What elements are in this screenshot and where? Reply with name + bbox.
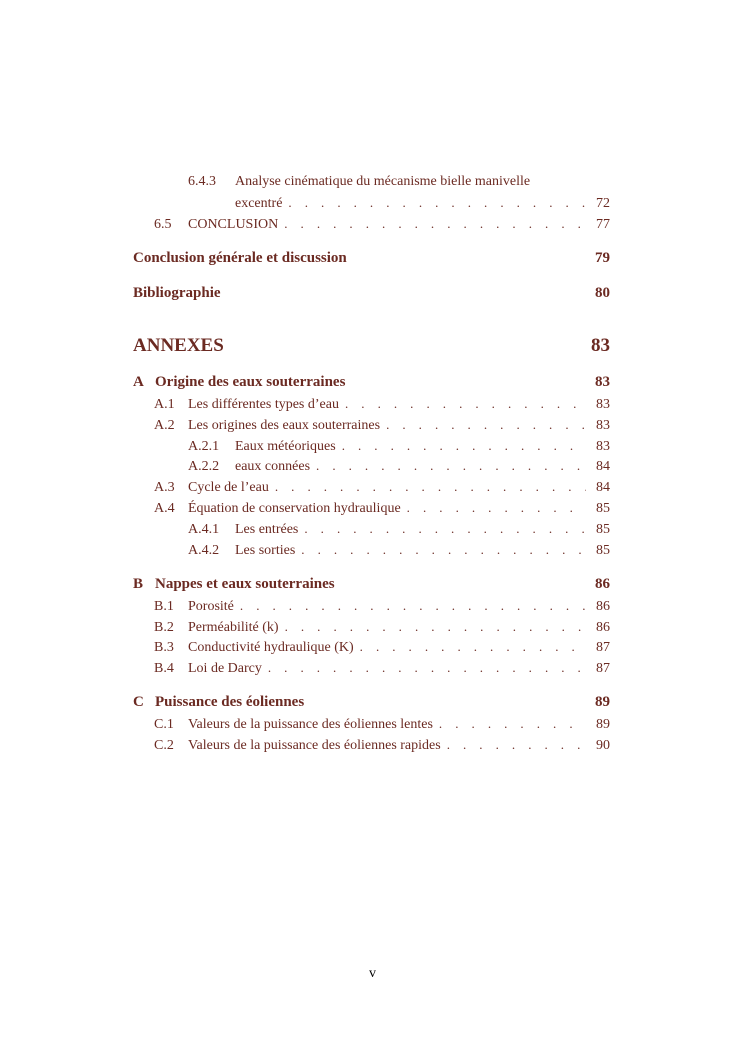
page-number: 86: [596, 599, 610, 614]
leader-dots: [275, 477, 586, 497]
section-title: Équation de conservation hydraulique: [188, 501, 401, 516]
toc-entry[interactable]: [154, 735, 610, 755]
section-number: B.3: [154, 640, 174, 655]
section-title: Eaux météoriques: [235, 439, 336, 454]
page-footer-number: v: [369, 966, 376, 981]
page-number: 87: [596, 640, 610, 655]
section-title: Loi de Darcy: [188, 661, 262, 676]
chapter-title: Conclusion générale et discussion: [133, 250, 347, 266]
toc-entry[interactable]: [154, 596, 610, 616]
toc-chapter-b[interactable]: [133, 574, 610, 594]
toc-entry-bibliographie[interactable]: [133, 283, 610, 303]
toc-entry[interactable]: [188, 456, 610, 476]
toc-entry[interactable]: [154, 658, 610, 678]
toc-entry-6-4-3-cont[interactable]: [235, 193, 610, 213]
section-title: Cycle de l’eau: [188, 480, 269, 495]
section-title: eaux connées: [235, 459, 311, 474]
toc-entry[interactable]: [154, 617, 610, 637]
leader-dots: [316, 456, 586, 476]
leader-dots: [345, 394, 586, 414]
leader-dots: [268, 658, 586, 678]
leader-dots: [288, 193, 586, 213]
section-title: CONCLUSION: [188, 217, 279, 232]
leader-dots: [386, 415, 586, 435]
section-title: Les origines des eaux souterraines: [188, 418, 381, 433]
section-number: A.2: [154, 418, 175, 433]
leader-dots: [342, 436, 586, 456]
leader-dots: [284, 214, 586, 234]
section-number: 6.5: [154, 217, 172, 232]
section-number: A.3: [154, 480, 175, 495]
section-number: A.2.1: [188, 439, 220, 454]
section-number: 6.4.3: [188, 174, 216, 189]
page-number: 83: [596, 418, 610, 433]
page-number: 77: [596, 217, 610, 232]
section-number: B.4: [154, 661, 174, 676]
section-number: A.2.2: [188, 459, 220, 474]
toc-entry[interactable]: [154, 498, 610, 518]
chapter-letter: C: [133, 694, 144, 710]
section-title: Les entrées: [235, 522, 299, 537]
leader-dots: [285, 617, 586, 637]
section-title: Conductivité hydraulique (K): [188, 640, 354, 655]
leader-dots: [439, 714, 586, 734]
section-title: Les différentes types d’eau: [188, 397, 339, 412]
section-title-cont: excentré: [235, 196, 283, 211]
page-number: 83: [591, 335, 610, 356]
section-title: Porosité: [188, 599, 234, 614]
page-number: 85: [596, 522, 610, 537]
section-number: C.2: [154, 738, 174, 753]
page-number: 86: [595, 576, 610, 592]
section-title: Analyse cinématique du mécanisme bielle manivelle: [235, 174, 531, 189]
part-title: ANNEXES: [133, 335, 224, 356]
page-number: 72: [596, 196, 610, 211]
section-title: Valeurs de la puissance des éoliennes lentes: [188, 717, 433, 732]
toc-entry[interactable]: [154, 714, 610, 734]
toc-entry[interactable]: [154, 394, 610, 414]
leader-dots: [407, 498, 586, 518]
section-title: Valeurs de la puissance des éoliennes rapides: [188, 738, 441, 753]
leader-dots: [304, 519, 586, 539]
section-number: A.4: [154, 501, 175, 516]
section-number: C.1: [154, 717, 174, 732]
chapter-letter: A: [133, 374, 144, 390]
page-number: 86: [596, 620, 610, 635]
page-number: 85: [596, 543, 610, 558]
toc-entry[interactable]: [154, 637, 610, 657]
chapter-letter: B: [133, 576, 144, 592]
page-number: 80: [595, 285, 610, 301]
page-number: 84: [596, 480, 610, 495]
page-number: 79: [595, 250, 610, 266]
chapter-title: Bibliographie: [133, 285, 221, 301]
toc-entry[interactable]: [188, 540, 610, 560]
page-number: 90: [596, 738, 610, 753]
toc-entry-6-4-3[interactable]: [188, 172, 610, 192]
toc-chapter-a[interactable]: [133, 372, 610, 392]
toc-entry[interactable]: [188, 436, 610, 456]
leader-dots: [360, 637, 586, 657]
page-number: 89: [595, 694, 610, 710]
toc-entry-annexes[interactable]: [133, 333, 610, 359]
leader-dots: [301, 540, 586, 560]
page-number: 83: [596, 439, 610, 454]
chapter-title: Puissance des éoliennes: [155, 694, 305, 710]
section-title: Les sorties: [235, 543, 296, 558]
toc-entry[interactable]: [154, 415, 610, 435]
section-number: A.1: [154, 397, 175, 412]
toc-entry-conclusion[interactable]: [133, 248, 610, 268]
page-number: 87: [596, 661, 610, 676]
page-number: 83: [595, 374, 610, 390]
chapter-title: Origine des eaux souterraines: [155, 374, 346, 390]
toc-entry[interactable]: [188, 519, 610, 539]
toc-chapter-c[interactable]: [133, 692, 610, 712]
section-number: B.2: [154, 620, 174, 635]
page-number: 85: [596, 501, 610, 516]
section-number: A.4.2: [188, 543, 220, 558]
page-number: 89: [596, 717, 610, 732]
page-number: 83: [596, 397, 610, 412]
chapter-title: Nappes et eaux souterraines: [155, 576, 335, 592]
leader-dots: [240, 596, 586, 616]
section-number: B.1: [154, 599, 174, 614]
leader-dots: [447, 735, 586, 755]
toc-entry-6-5[interactable]: [154, 214, 610, 234]
section-number: A.4.1: [188, 522, 220, 537]
section-title: Perméabilité (k): [188, 620, 279, 635]
toc-entry[interactable]: [154, 477, 610, 497]
page-number: 84: [596, 459, 610, 474]
